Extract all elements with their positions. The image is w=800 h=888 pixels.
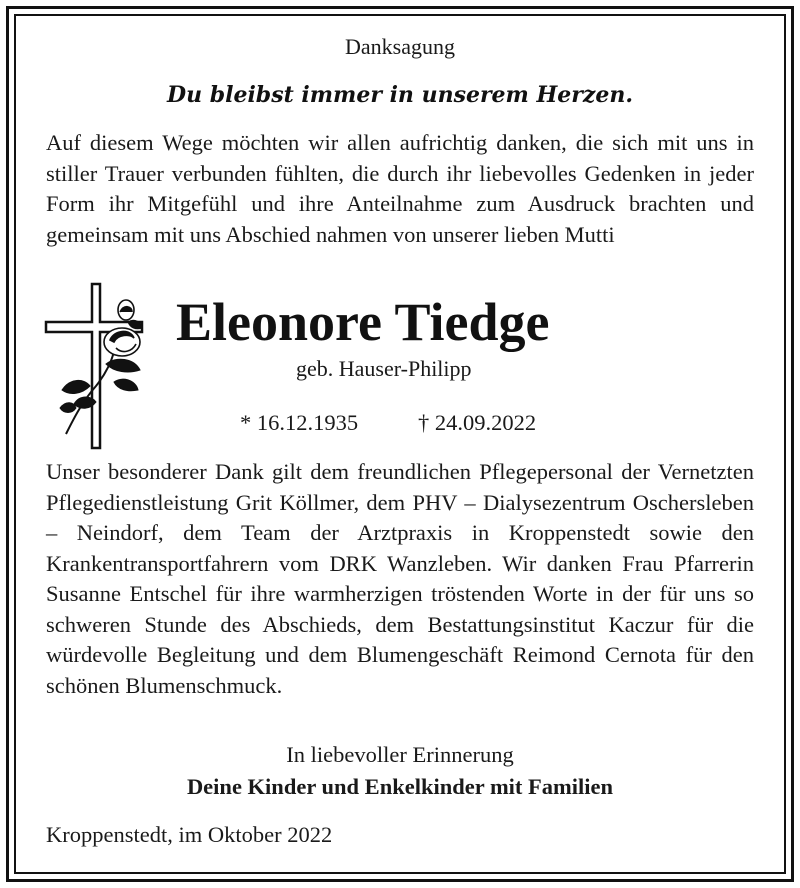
- birth-date: * 16.12.1935: [240, 410, 359, 435]
- notice-heading: Danksagung: [345, 34, 455, 59]
- cross-with-rose-icon: [44, 282, 154, 452]
- closing-line: In liebevoller Erinnerung: [286, 742, 514, 767]
- intro-paragraph: Auf diesem Wege möchten wir allen aufrichtig danken, die sich mit uns in stiller Trauer verbunden fühlten, die durch ihr liebevolles Gedenken in jeder Form ihr Mitgefühl und ihre Anteilnahme zum Ausdruck brachten und gemeinsam mit uns Abschied nahmen von unserer lieben Mutti: [46, 130, 754, 247]
- notice-motto: Du bleibst immer in unserem Herzen.: [166, 82, 633, 108]
- maiden-name: geb. Hauser-Philipp: [296, 356, 472, 381]
- thanks-paragraph: Unser besonderer Dank gilt dem freundlichen Pflegepersonal der Vernetzten Pflegedienstleistung Grit Köllmer, dem PHV – Dialysezentrum Oschersleben – Neindorf, dem Team der Arztpraxis in Kroppenstedt sowie den Krankentransportfahrern vom DRK Wanzleben. Wir danken Frau Pfarrerin Susanne Entschel für ihre warmherzigen tröstenden Worte in der für uns so schweren Stunde des Abschieds, dem Bestattungsinstitut Kaczur für die würdevolle Begleitung und dem Blumengeschäft Reimond Cernota für den schönen Blumenschmuck.: [46, 459, 754, 698]
- deceased-name: Eleonore Tiedge: [176, 292, 550, 352]
- death-date: † 24.09.2022: [418, 410, 537, 435]
- family-signature: Deine Kinder und Enkelkinder mit Familien: [186, 774, 614, 799]
- place-and-date: Kroppenstedt, im Oktober 2022: [46, 822, 333, 847]
